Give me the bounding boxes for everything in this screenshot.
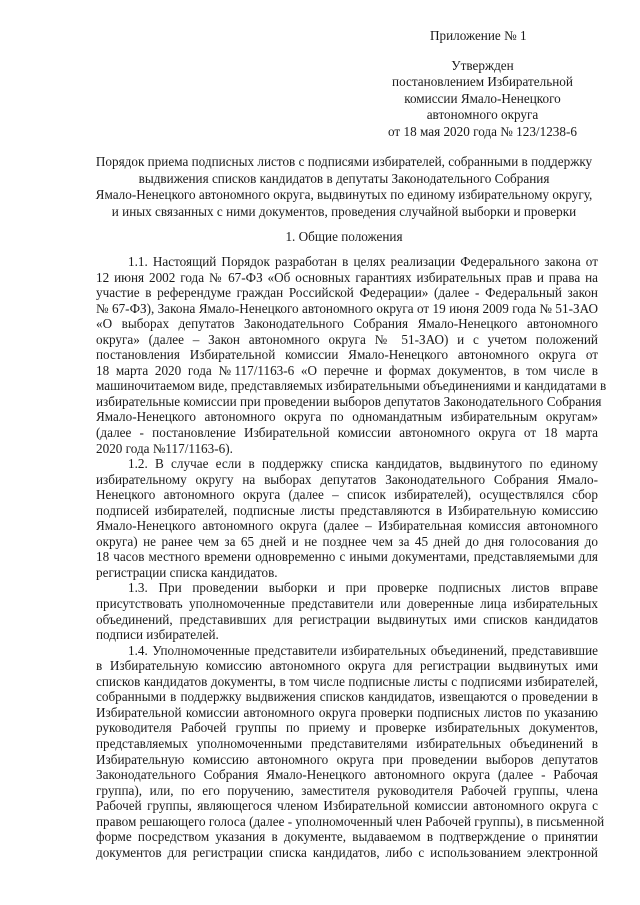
paragraph-line: 1.3. При проведении выборки и при проверке подписных листов вправе: [128, 580, 598, 596]
paragraph-line: Рабочей группы, являющегося членом Избирательной комиссии автономного округа с: [96, 798, 598, 814]
paragraph-line: подписей избирателей, подписные листы представляются в Избирательную комиссию: [96, 502, 598, 518]
paragraph-line: Избирательную комиссию автономного округа при проведении выборов депутатов: [96, 751, 598, 767]
paragraph-line: группа), или, по его поручению, заместителя руководителя Рабочей группы, члена: [96, 782, 598, 798]
document-title: [88, 154, 600, 220]
approval-line: комиссии Ямало-Ненецкого: [404, 90, 561, 106]
paragraph-line: списков кандидатов документы, в том числе подписные листы с подписями избирателей,: [96, 673, 598, 689]
paragraph-line: объединений, представивших для регистрации выдвинутых ими списков кандидатов: [96, 611, 598, 627]
approval-line: постановлением Избирательной: [392, 74, 573, 90]
paragraph-line: Законодательного Собрания Ямало-Ненецкого автономного округа (далее - Рабочая: [96, 767, 598, 783]
paragraph-line: регистрации списка кандидатов.: [96, 564, 278, 580]
paragraph-line: Избирательной комиссии автономного округа проверки подписных листов по указанию: [96, 704, 598, 720]
paragraph-line: подписи избирателей.: [96, 627, 219, 643]
paragraph-line: руководителя Рабочей группы по приему и проверке избирательных документов,: [96, 720, 598, 736]
paragraph-2: [96, 456, 598, 580]
paragraph-4: [96, 642, 605, 861]
paragraph-line: форме посредством указания в документе, выдаваемом в подтверждение о принятии: [96, 829, 598, 845]
approval-line: Утвержден: [451, 58, 514, 73]
paragraph-line: документов для регистрации списка кандидатов, либо с использованием электронной: [96, 844, 598, 860]
title-line: Порядок приема подписных листов с подписями избирателей, собранными в поддержку: [95, 154, 593, 169]
paragraph-3: [96, 580, 598, 642]
approval-line: автономного округа: [426, 107, 539, 123]
paragraph-line: № 67-ФЗ), Закона Ямало-Ненецкого автономного округа от 19 июня 2009 года № 51-ЗАО: [96, 300, 598, 316]
paragraph-line: 2020 года №117/1163-6).: [96, 440, 233, 456]
paragraph-line: присутствовать уполномоченные представители или доверенные лица избирательных: [96, 596, 598, 612]
paragraph-line: (далее - постановление Избирательной комиссии автономного округа от 18 марта: [96, 425, 598, 441]
document-body: [96, 254, 607, 860]
approval-line: от 18 мая 2020 года № 123/1238-6: [388, 123, 577, 139]
paragraph-line: 12 июня 2002 года № 67-ФЗ «Об основных гарантиях избирательных прав и права на: [96, 269, 598, 285]
paragraph-line: избирательному округу на выборах депутатов Законодательного Собрания Ямало-: [96, 471, 598, 487]
paragraph-line: 18 часов местного времени одновременно с иными документами, представляемыми для: [96, 549, 598, 565]
appendix-label: Приложение № 1: [430, 28, 527, 43]
paragraph-line: в Избирательную комиссию автономного округа для регистрации выдвинутых ими: [96, 658, 598, 674]
paragraph-line: 1.1. Настоящий Порядок разработан в целях реализации Федерального закона от: [128, 254, 598, 269]
paragraph-line: 1.4. Уполномоченные представители избирательных объединений, представившие: [128, 642, 598, 658]
paragraph-line: Ненецкого автономного округа (далее – список избирателей), осуществлялся сбор: [96, 487, 598, 503]
paragraph-line: Ямало-Ненецкого автономного округа (далее – Избирательная комиссия автономного: [96, 518, 598, 534]
title-line: и иных связанных с ними документов, проведения случайной выборки и проверки: [111, 203, 577, 219]
paragraph-line: округа» (далее – Закон автономного округа № 51-ЗАО) и с учетом положений: [96, 331, 598, 347]
paragraph-line: избирательные комиссии при проведении выборов депутатов Законодательного Собрания: [96, 393, 602, 409]
approval-block: [370, 58, 595, 140]
paragraph-line: «О выборах депутатов Законодательного Собрания Ямало-Ненецкого автономного: [96, 316, 598, 332]
paragraph-line: округа) не ранее чем за 65 дней и не позднее чем за 45 дней до дня голосования до: [96, 533, 598, 549]
paragraph-line: 1.2. В случае если в поддержку списка кандидатов, выдвинутого по единому: [128, 456, 598, 472]
paragraph-line: представляемых уполномоченными представителями избирательных объединений в: [96, 735, 598, 751]
section-heading: 1. Общие положения: [285, 229, 403, 244]
paragraph-line: участие в референдуме граждан Российской Федерации» (далее - Федеральный закон: [96, 285, 598, 301]
title-line: Ямало-Ненецкого автономного округа, выдвинутых по единому избирательному округу,: [95, 187, 593, 203]
paragraph-line: правом решающего голоса (далее - уполномоченный член Рабочей группы), в письменной: [96, 813, 605, 829]
paragraph-line: машиночитаемом виде, представляемых избирательными объединениями и кандидатами в: [96, 378, 607, 394]
paragraph-1: [96, 254, 607, 456]
paragraph-line: собранными в поддержку выдвижения списков кандидатов, извещаются о проведении в: [96, 689, 598, 705]
paragraph-line: 18 марта 2020 года №117/1163-6 «О перечне и формах документов, в том числе в: [96, 362, 598, 378]
title-line: выдвижения списков кандидатов в депутаты Законодательного Собрания: [138, 170, 550, 186]
paragraph-line: Ямало-Ненецкого автономного округа по одномандатным избирательным округам»: [96, 409, 598, 425]
paragraph-line: постановления Избирательной комиссии Ямало-Ненецкого автономного округа от: [96, 347, 598, 363]
